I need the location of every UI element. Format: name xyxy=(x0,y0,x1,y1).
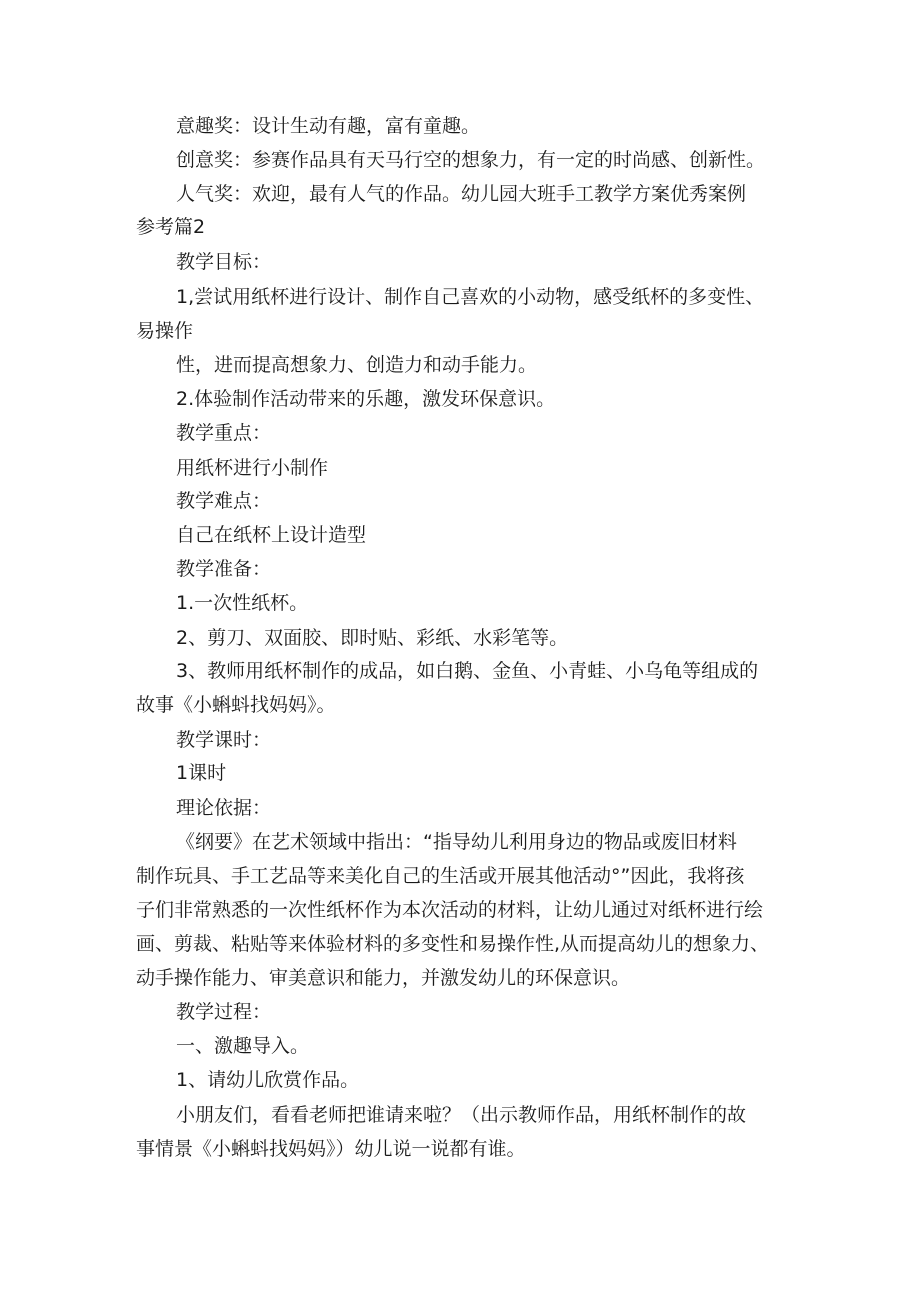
text-line: 创意奖：参赛作品具有天马行空的想象力，有一定的时尚感、创新性。 xyxy=(176,149,766,171)
text-line: 1、请幼儿欣赏作品。 xyxy=(176,1069,360,1091)
text-line: 制作玩具、手工艺品等来美化自己的生活或开展其他活动°”因此，我将孩 xyxy=(136,865,745,887)
section-heading: 教学课时： xyxy=(176,729,272,751)
text-line: 故事《小蝌蚪找妈妈》。 xyxy=(136,694,336,716)
text-line: 画、剪裁、粘贴等来体验材料的多变性和易操作性,从而提高幼儿的想象力、 xyxy=(136,933,770,955)
text-line: 1课时 xyxy=(176,762,227,784)
section-heading: 教学过程： xyxy=(176,1001,272,1023)
text-line: 一、激趣导入。 xyxy=(176,1035,310,1057)
text-line: 小朋友们，看看老师把谁请来啦？（出示教师作品，用纸杯制作的故 xyxy=(176,1104,747,1126)
text-line: 参考篇2 xyxy=(136,216,206,238)
text-line: 用纸杯进行小制作 xyxy=(176,457,329,479)
section-heading: 教学重点： xyxy=(176,422,272,444)
text-line: 易操作 xyxy=(136,320,194,342)
text-line: 1.一次性纸杯。 xyxy=(176,592,309,614)
text-line: 人气奖：欢迎，最有人气的作品。幼儿园大班手工教学方案优秀案例 xyxy=(176,183,747,205)
text-line: 自己在纸杯上设计造型 xyxy=(176,524,367,546)
text-line: 子们非常熟悉的一次性纸杯作为本次活动的材料，让幼儿通过对纸杯进行绘 xyxy=(136,899,764,921)
text-line: 事情景《小蝌蚪找妈妈》）幼儿说一说都有谁。 xyxy=(136,1138,526,1160)
section-heading: 教学目标： xyxy=(176,251,272,273)
text-line: 2.体验制作活动带来的乐趣，激发环保意识。 xyxy=(176,388,556,410)
text-line: 1,尝试用纸杯进行设计、制作自己喜欢的小动物，感受纸杯的多变性、 xyxy=(176,286,765,308)
text-line: 性，进而提高想象力、创造力和动手能力。 xyxy=(176,354,538,376)
text-line: 《纲要》在艺术领域中指出：“指导幼儿利用身边的物品或废旧材料 xyxy=(176,831,737,853)
text-line: 3、教师用纸杯制作的成品，如白鹅、金鱼、小青蛙、小乌龟等组成的 xyxy=(176,660,759,682)
section-heading: 教学难点： xyxy=(176,490,272,512)
text-line: 意趣奖：设计生动有趣，富有童趣。 xyxy=(176,115,481,137)
section-heading: 理论依据： xyxy=(176,797,272,819)
section-heading: 教学准备： xyxy=(176,558,272,580)
text-line: 2、剪刀、双面胶、即时贴、彩纸、水彩笔等。 xyxy=(176,627,569,649)
text-line: 动手操作能力、审美意识和能力，并激发幼儿的环保意识。 xyxy=(136,967,631,989)
